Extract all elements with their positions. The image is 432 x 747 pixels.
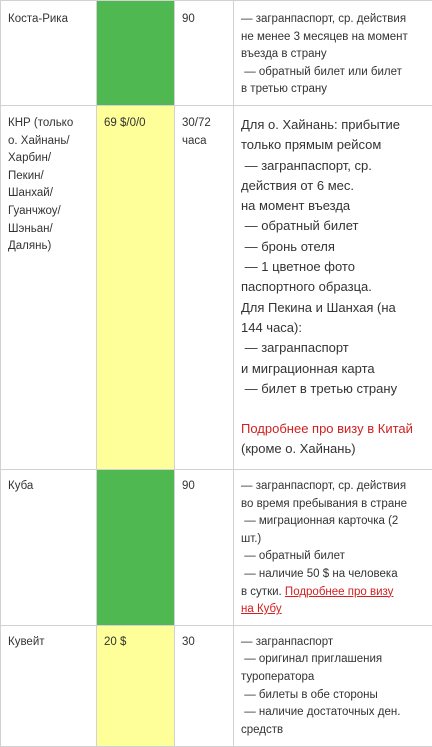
requirement-line: 144 часа): [241, 318, 425, 338]
requirement-line: — загранпаспорт, ср. [241, 156, 425, 176]
days-value: 30/72 [182, 115, 226, 133]
requirement-line: Для Пекина и Шанхая (на [241, 298, 425, 318]
days-cell [175, 105, 234, 469]
country-name-line: Пекин/ [8, 168, 89, 186]
table-row [1, 469, 432, 625]
requirement-line: — загранпаспорт [241, 338, 425, 358]
cuba-visa-link[interactable]: Подробнее про визу [285, 586, 393, 598]
china-visa-link[interactable]: Подробнее про визу в Китай [241, 421, 413, 436]
country-name-line: Шэньан/ [8, 221, 89, 239]
requirement-line: во время пребывания в стране [241, 496, 425, 514]
country-cell [1, 469, 97, 625]
requirement-line: — миграционная карточка (2 [241, 513, 425, 531]
country-name-line: Далянь) [8, 238, 89, 256]
country-cell [1, 1, 97, 106]
requirement-line: — загранпаспорт, ср. действия [241, 478, 425, 496]
requirement-line: шт.) [241, 531, 425, 549]
requirement-line: средств [241, 722, 425, 740]
days-cell [175, 1, 234, 106]
country-cell [1, 625, 97, 746]
requirement-line: въезда в страну [241, 46, 425, 64]
paragraph-gap [241, 399, 425, 419]
requirement-line: в сутки. [241, 586, 285, 598]
requirement-line: (кроме о. Хайнань) [241, 439, 425, 459]
country-name-line: Гуанчжоу/ [8, 203, 89, 221]
country-name: Коста-Рика [8, 11, 89, 29]
requirement-line: — наличие достаточных ден. [241, 704, 425, 722]
requirements-cell [234, 469, 432, 625]
requirement-line: на момент въезда [241, 196, 425, 216]
days-cell [175, 625, 234, 746]
table-row [1, 1, 432, 106]
requirements-cell [234, 1, 432, 106]
cost-value: 69 $/0/0 [104, 115, 167, 133]
cost-cell [97, 1, 175, 106]
requirement-line: — билеты в обе стороны [241, 687, 425, 705]
requirement-line: паспортного образца. [241, 277, 425, 297]
cost-cell [97, 469, 175, 625]
requirement-line: не менее 3 месяцев на момент [241, 29, 425, 47]
requirement-line: действия от 6 мес. [241, 176, 425, 196]
cuba-visa-link-cont[interactable]: на Кубу [241, 603, 282, 615]
country-name-line: Харбин/ [8, 150, 89, 168]
requirement-line: — загранпаспорт [241, 634, 425, 652]
requirement-line: и миграционная карта [241, 359, 425, 379]
days-cell [175, 469, 234, 625]
country-name: Кувейт [8, 634, 89, 652]
country-name-line: Шанхай/ [8, 185, 89, 203]
days-value: часа [182, 133, 226, 151]
table-row [1, 105, 432, 469]
requirement-line: — наличие 50 $ на человека [241, 566, 425, 584]
cost-value: 20 $ [104, 634, 167, 652]
days-value: 30 [182, 634, 226, 652]
days-value: 90 [182, 478, 226, 496]
cost-cell [97, 625, 175, 746]
requirement-line: — загранпаспорт, ср. действия [241, 11, 425, 29]
table-row [1, 625, 432, 746]
requirements-cell [234, 625, 432, 746]
requirement-line: — оригинал приглашения [241, 651, 425, 669]
country-cell [1, 105, 97, 469]
country-name-line: КНР (только [8, 115, 89, 133]
requirement-line: — бронь отеля [241, 237, 425, 257]
requirement-line: — обратный билет [241, 548, 425, 566]
requirement-line: — обратный билет [241, 216, 425, 236]
requirement-line: в третью страну [241, 81, 425, 99]
country-name-line: о. Хайнань/ [8, 133, 89, 151]
requirements-cell [234, 105, 432, 469]
requirement-line: Для о. Хайнань: прибытие [241, 115, 425, 135]
requirement-line: туроператора [241, 669, 425, 687]
requirement-line: — билет в третью страну [241, 379, 425, 399]
requirement-line: — обратный билет или билет [241, 64, 425, 82]
requirement-line: — 1 цветное фото [241, 257, 425, 277]
days-value: 90 [182, 11, 226, 29]
cost-cell [97, 105, 175, 469]
requirement-line: только прямым рейсом [241, 135, 425, 155]
country-name: Куба [8, 478, 89, 496]
